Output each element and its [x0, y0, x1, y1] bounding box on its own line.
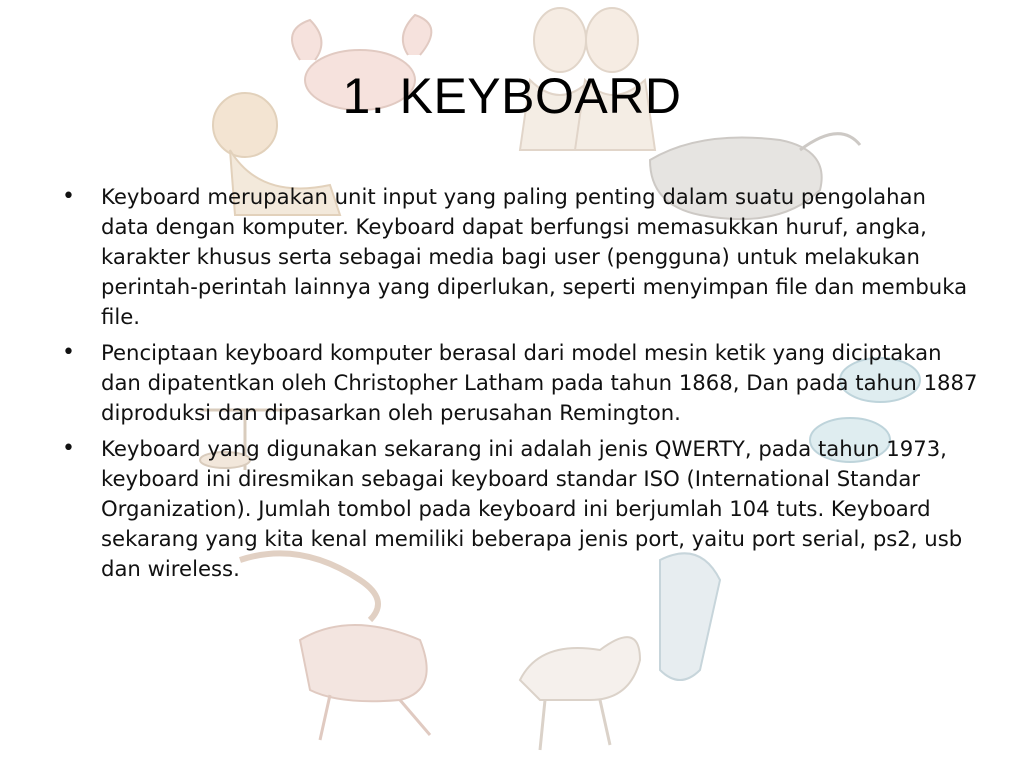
bullet-text: Keyboard yang digunakan sekarang ini adalah jenis QWERTY, pada tahun 1973, keyboard ini diresmikan sebagai keyboard standar ISO (International Standar Organization). Jumlah tombol pada keyboard ini berjumlah 104 tuts. Keyboard sekarang yang kita kenal memiliki beberapa jenis port, yaitu port serial, ps2, usb dan wireless. — [101, 436, 963, 581]
bullet-item — [58, 338, 978, 428]
bullet-item — [58, 182, 978, 332]
bullet-glyph: • — [62, 340, 75, 365]
bullet-item — [58, 434, 978, 584]
bullet-list — [58, 182, 978, 584]
bullet-glyph: • — [62, 436, 75, 461]
bullet-text: Penciptaan keyboard komputer berasal dari model mesin ketik yang diciptakan dan dipatentkan oleh Christopher Latham pada tahun 1868, Dan pada tahun 1887 diproduksi dan dipasarkan oleh perusahan Remington. — [101, 340, 978, 425]
capricorn-illustration — [520, 637, 640, 750]
bullet-glyph: • — [62, 184, 75, 209]
sagittarius-illustration — [300, 625, 430, 740]
bullet-text: Keyboard merupakan unit input yang paling penting dalam suatu pengolahan data dengan komputer. Keyboard dapat berfungsi memasukkan huruf, angka, karakter khusus serta sebagai media bagi user (pengguna) untuk melakukan perintah-perintah lainnya yang diperlukan, seperti menyimpan file dan membuka file. — [101, 184, 968, 329]
slide-title: 1. KEYBOARD — [342, 68, 682, 124]
